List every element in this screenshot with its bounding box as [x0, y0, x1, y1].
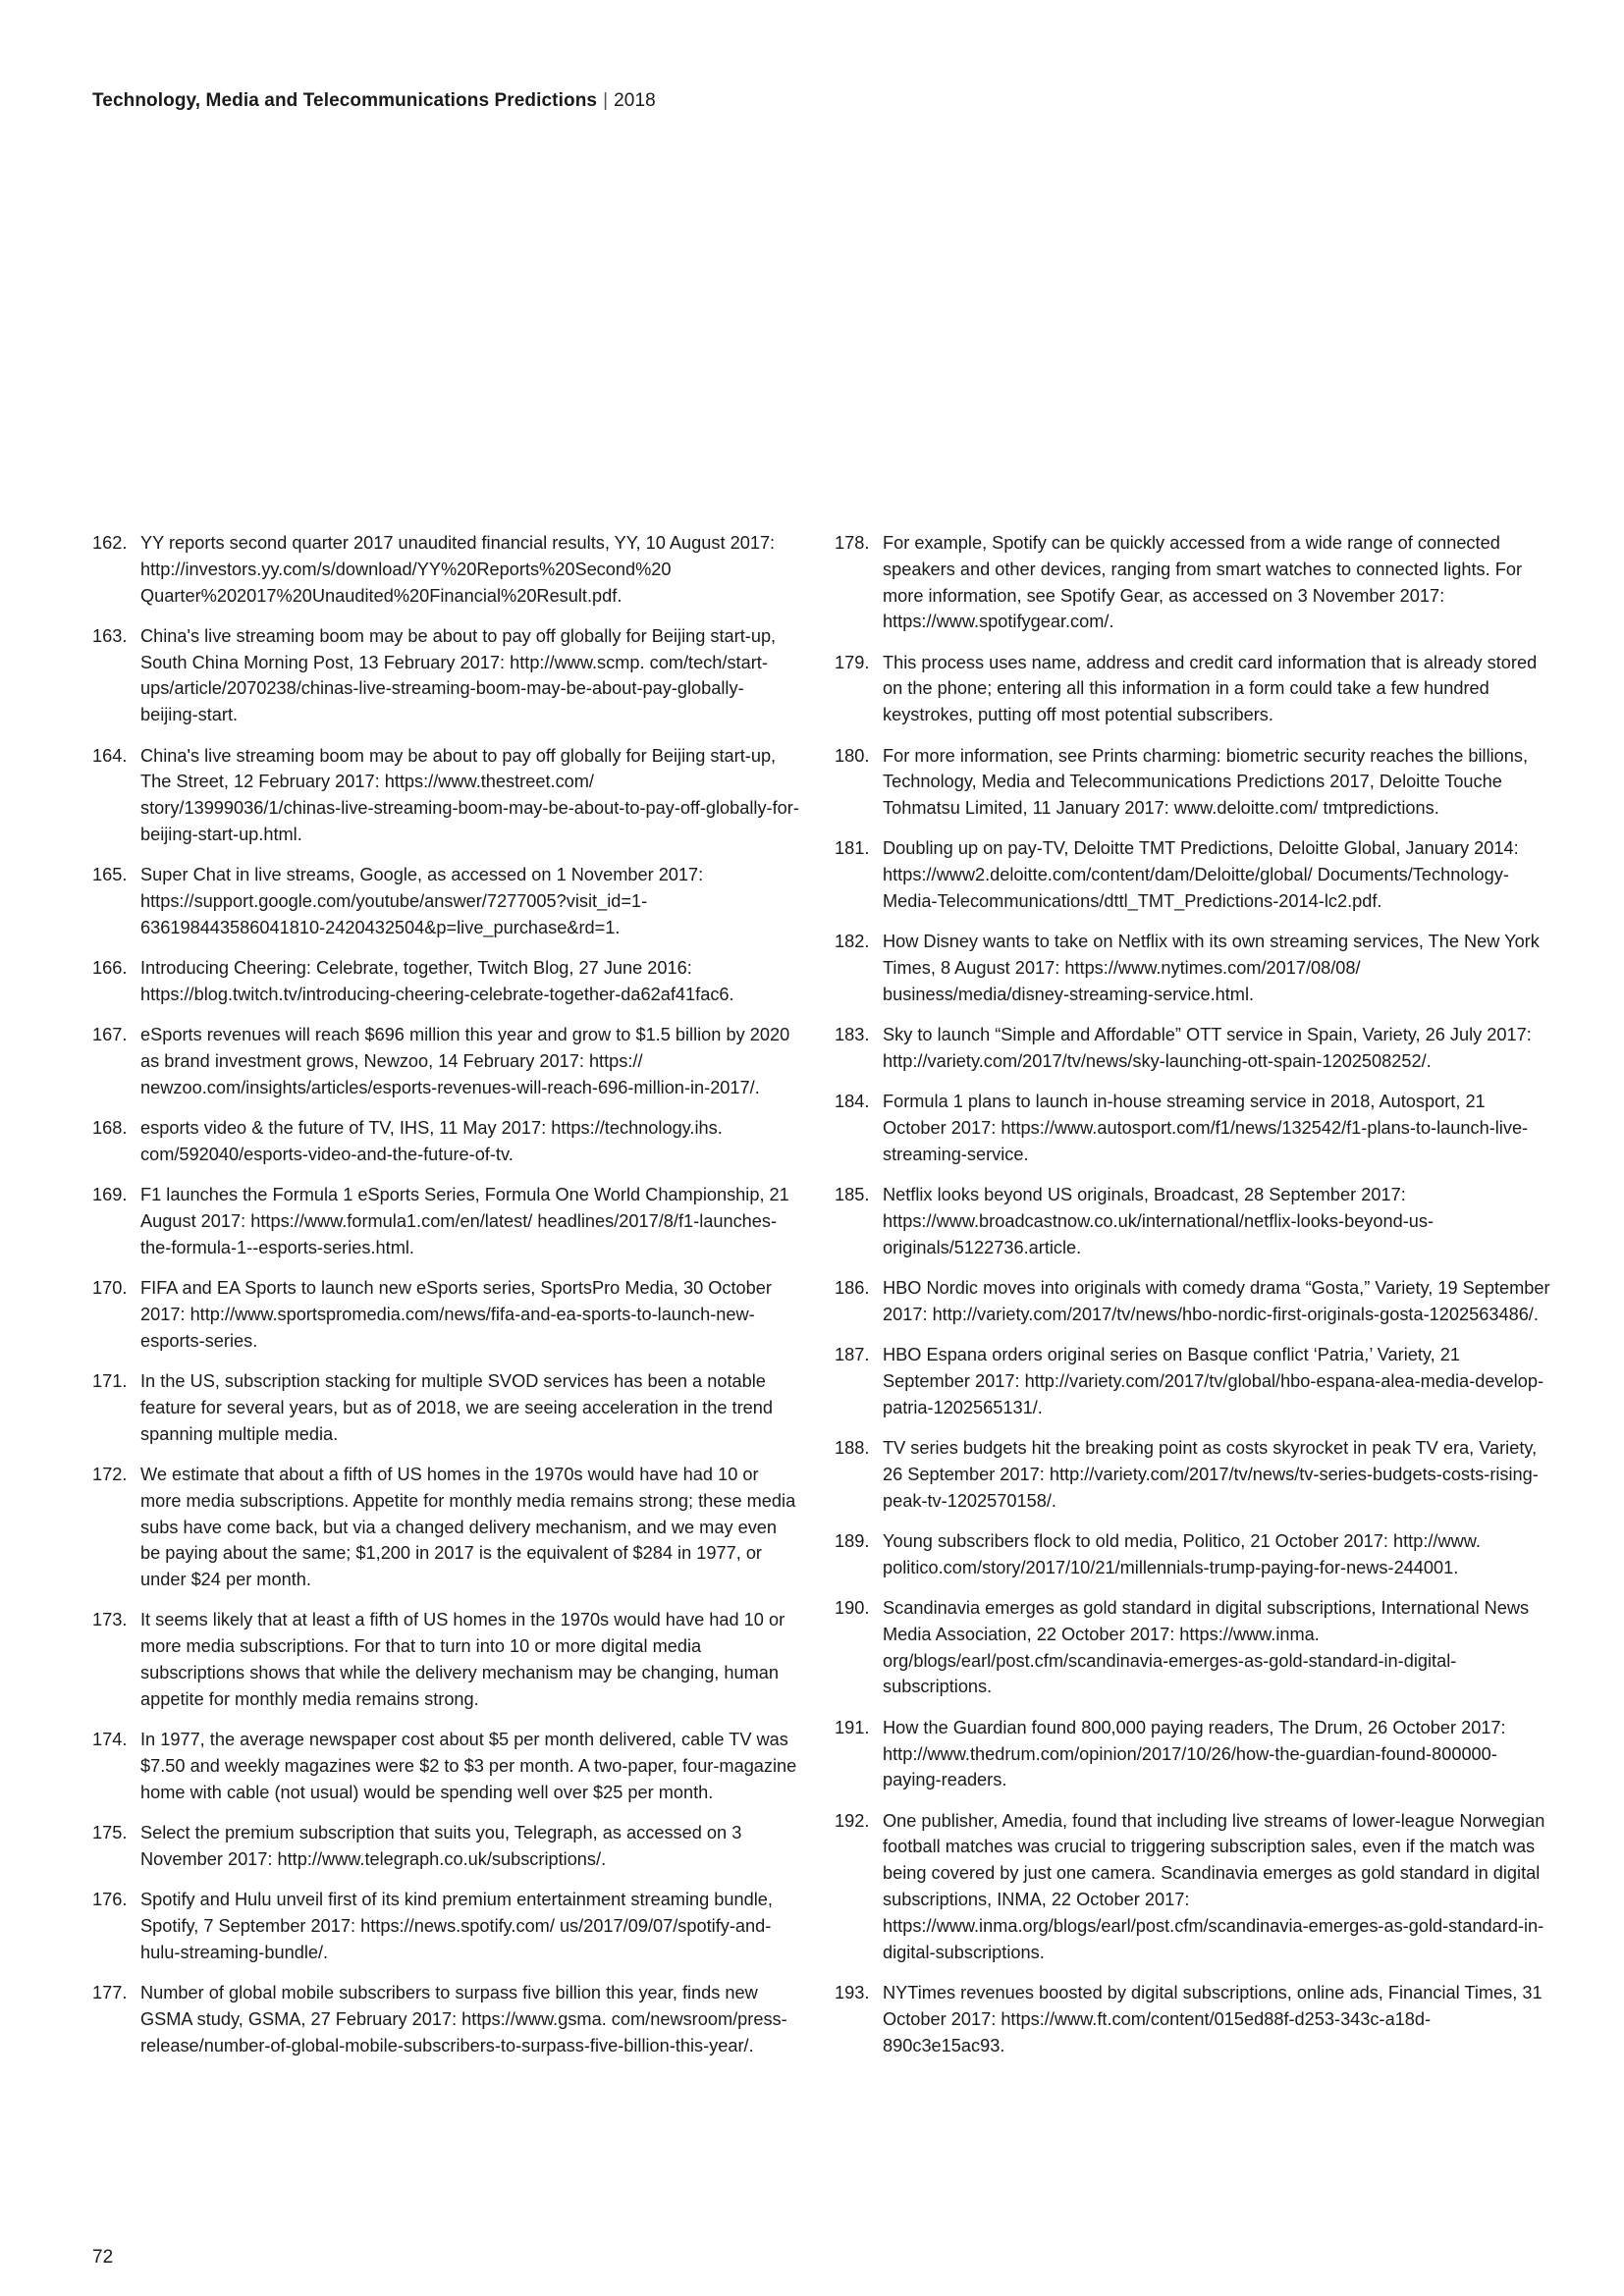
- endnote-number: 169.: [92, 1185, 128, 1205]
- endnote-text: YY reports second quarter 2017 unaudited financial results, YY, 10 August 2017: http://investors.yy.com/s/download/YY%20Reports%20Second%20 Quarter%202017%20Unaudited%20Financial%20Result.pdf.: [140, 533, 776, 606]
- endnote-number: 177.: [92, 1982, 128, 2002]
- endnote-text: Super Chat in live streams, Google, as accessed on 1 November 2017: https://support.google.com/youtube/answer/7277005?visit_id=1-636198443586041810-2420432504&p=live_purchase&rd=1.: [140, 865, 704, 937]
- endnote-text: NYTimes revenues boosted by digital subscriptions, online ads, Financial Times, 31 October 2017: https://www.ft.com/content/015ed88f-d253-343c-a18d-890c3e15ac93.: [883, 1982, 1543, 2056]
- endnote: [92, 623, 799, 728]
- running-header: [92, 90, 656, 112]
- endnote-number: 171.: [92, 1371, 128, 1392]
- endnote: [835, 929, 1551, 1007]
- endnote: [835, 1808, 1551, 1966]
- header-separator: |: [603, 90, 609, 111]
- endnote-number: 168.: [92, 1118, 128, 1139]
- endnote: [92, 862, 799, 940]
- page-number: 72: [92, 2247, 114, 2268]
- endnote: [835, 1182, 1551, 1260]
- endnote-text: Scandinavia emerges as gold standard in digital subscriptions, International News Media Association, 22 October 2017: https://www.inma. org/blogs/earl/post.cfm/scandinavia-emerges-as-gold-standard-in-digital-subscriptions.: [883, 1598, 1530, 1697]
- endnote: [835, 835, 1551, 914]
- endnote: [92, 1607, 799, 1712]
- endnote-number: 183.: [835, 1025, 870, 1045]
- endnote-text: In 1977, the average newspaper cost about $5 per month delivered, cable TV was $7.50 and weekly magazines were $2 to $3 per month. A two-paper, four-magazine home with cable (not usual) would be spending well over $25 per month.: [140, 1730, 797, 1802]
- report-title: Technology, Media and Telecommunications Predictions: [92, 90, 598, 111]
- endnote: [835, 1528, 1551, 1581]
- endnote-text: Young subscribers flock to old media, Politico, 21 October 2017: http://www. politico.com/story/2017/10/21/millennials-trump-paying-for-news-244001.: [883, 1531, 1481, 1577]
- endnote-text: Introducing Cheering: Celebrate, together, Twitch Blog, 27 June 2016: https://blog.twitch.tv/introducing-cheering-celebrate-together-da62af41fac6.: [140, 958, 734, 1004]
- endnote-number: 175.: [92, 1822, 128, 1842]
- endnote: [92, 1275, 799, 1354]
- endnote-text: HBO Nordic moves into originals with comedy drama “Gosta,” Variety, 19 September 2017: http://variety.com/2017/tv/news/hbo-nordic-first-originals-gosta-1202563486/.: [883, 1278, 1550, 1324]
- endnote: [92, 1182, 799, 1260]
- endnote: [835, 1595, 1551, 1700]
- endnote-number: 188.: [835, 1438, 870, 1459]
- endnote: [835, 1022, 1551, 1075]
- endnote-number: 172.: [92, 1464, 128, 1484]
- endnote-text: Number of global mobile subscribers to surpass five billion this year, finds new GSMA study, GSMA, 27 February 2017: https://www.gsma. com/newsroom/press-release/number-of-global-mobile-subscribers-to-surpass-five-billion-this-year/.: [140, 1982, 787, 2056]
- endnote-number: 186.: [835, 1278, 870, 1299]
- endnote-number: 174.: [92, 1730, 128, 1750]
- endnote-text: How the Guardian found 800,000 paying readers, The Drum, 26 October 2017: http://www.thedrum.com/opinion/2017/10/26/how-the-guardian-found-800000-paying-readers.: [883, 1717, 1506, 1790]
- endnote-text: Spotify and Hulu unveil first of its kind premium entertainment streaming bundle, Spotify, 7 September 2017: https://news.spotify.com/ us/2017/09/07/spotify-and-hulu-streaming-bundle/.: [140, 1890, 773, 1962]
- endnote-number: 191.: [835, 1717, 870, 1737]
- endnote-number: 170.: [92, 1278, 128, 1299]
- endnote-number: 182.: [835, 932, 870, 952]
- endnote: [835, 1980, 1551, 2058]
- endnote-text: This process uses name, address and credit card information that is already stored on the phone; entering all this information in a form could take a few hundred keystrokes, putting off most potential subscribers.: [883, 652, 1538, 725]
- endnote-text: TV series budgets hit the breaking point as costs skyrocket in peak TV era, Variety, 26 September 2017: http://variety.com/2017/tv/news/tv-series-budgets-costs-rising-peak-tv-1202570158/.: [883, 1438, 1539, 1511]
- endnote: [92, 1727, 799, 1805]
- endnote: [92, 1980, 799, 2058]
- endnote-number: 181.: [835, 838, 870, 859]
- endnote: [92, 1368, 799, 1447]
- endnote-text: esports video & the future of TV, IHS, 11 May 2017: https://technology.ihs. com/592040/esports-video-and-the-future-of-tv.: [140, 1118, 723, 1164]
- endnote-number: 163.: [92, 625, 128, 646]
- endnote-number: 193.: [835, 1982, 870, 2002]
- endnote-number: 189.: [835, 1531, 870, 1551]
- endnote-text: We estimate that about a fifth of US homes in the 1970s would have had 10 or more media subscriptions. Appetite for monthly media remains strong; these media subs have come back, but via a changed delivery mechanism, and we may even be paying about the same; $1,200 in 2017 is the equivalent of $284 in 1977, or under $24 per month.: [140, 1464, 796, 1590]
- endnote: [92, 743, 799, 848]
- endnote: [835, 650, 1551, 728]
- endnote-number: 180.: [835, 745, 870, 766]
- endnote-text: FIFA and EA Sports to launch new eSports series, SportsPro Media, 30 October 2017: http://www.sportspromedia.com/news/fifa-and-ea-sports-to-launch-new-esports-series.: [140, 1278, 772, 1351]
- endnote: [835, 1342, 1551, 1420]
- endnote-number: 165.: [92, 865, 128, 885]
- endnote-text: Sky to launch “Simple and Affordable” OTT service in Spain, Variety, 26 July 2017: http://variety.com/2017/tv/news/sky-launching-ott-spain-1202508252/.: [883, 1025, 1532, 1072]
- endnote: [92, 1462, 799, 1593]
- endnote: [92, 530, 799, 609]
- endnote: [92, 1022, 799, 1100]
- endnote-text: HBO Espana orders original series on Basque conflict ‘Patria,’ Variety, 21 September 2017: http://variety.com/2017/tv/global/hbo-espana-alea-media-develop-patria-1202565131/.: [883, 1345, 1543, 1417]
- endnotes-right-column: [835, 530, 1551, 2073]
- endnote-text: One publisher, Amedia, found that including live streams of lower-league Norwegian football matches was crucial to triggering subscription sales, even if the match was being covered by just one camera. Scandinavia emerges as gold standard in digital subscriptions, INMA, 22 October 2017: https://www.inma.org/blogs/earl/post.cfm/scandinavia-emerges-as-gold-standard-in-digital-subscriptions.: [883, 1810, 1545, 1962]
- endnote-text: How Disney wants to take on Netflix with its own streaming services, The New York Times, 8 August 2017: https://www.nytimes.com/2017/08/08/ business/media/disney-streaming-service.html.: [883, 932, 1540, 1004]
- endnote-text: Formula 1 plans to launch in-house streaming service in 2018, Autosport, 21 October 2017: https://www.autosport.com/f1/news/132542/f1-plans-to-launch-live-streaming-service.: [883, 1092, 1529, 1164]
- endnote: [835, 530, 1551, 635]
- endnote-text: China's live streaming boom may be about to pay off globally for Beijing start-up, South China Morning Post, 13 February 2017: http://www.scmp. com/tech/start-ups/article/2070238/chinas-live-streaming-boom-may-be-about-pay-globally-beijing-start.: [140, 625, 777, 725]
- endnotes-left-column: [92, 530, 799, 2073]
- endnote-text: Netflix looks beyond US originals, Broadcast, 28 September 2017: https://www.broadcastnow.co.uk/international/netflix-looks-beyond-us-originals/5122736.article.: [883, 1185, 1435, 1257]
- endnote-text: China's live streaming boom may be about to pay off globally for Beijing start-up, The Street, 12 February 2017: https://www.thestreet.com/ story/13999036/1/chinas-live-streaming-boom-may-be-about-to-pay-off-globally-for-beijing-start-up.html.: [140, 745, 799, 844]
- endnote-text: In the US, subscription stacking for multiple SVOD services has been a notable feature for several years, but as of 2018, we are seeing acceleration in the trend spanning multiple media.: [140, 1371, 774, 1444]
- endnote-number: 167.: [92, 1025, 128, 1045]
- endnote-number: 184.: [835, 1092, 870, 1112]
- endnote-text: Doubling up on pay-TV, Deloitte TMT Predictions, Deloitte Global, January 2014: https://www2.deloitte.com/content/dam/Deloitte/global/ Documents/Technology-Media-Telecommunications/dttl_TMT_Predictions-2014-lc2.pdf.: [883, 838, 1519, 912]
- endnote: [835, 743, 1551, 822]
- endnote-number: 185.: [835, 1185, 870, 1205]
- endnote-number: 179.: [835, 652, 870, 672]
- endnote-text: Select the premium subscription that suits you, Telegraph, as accessed on 3 November 2017: http://www.telegraph.co.uk/subscriptions/.: [140, 1822, 742, 1869]
- endnote: [92, 955, 799, 1008]
- endnote-number: 166.: [92, 958, 128, 979]
- endnote-text: For more information, see Prints charming: biometric security reaches the billions, Technology, Media and Telecommunications Predictions 2017, Deloitte Touche Tohmatsu Limited, 11 January 2017: www.deloitte.com/ tmtpredictions.: [883, 745, 1529, 819]
- endnote: [835, 1435, 1551, 1514]
- endnote: [92, 1820, 799, 1873]
- endnote-number: 164.: [92, 745, 128, 766]
- endnote-text: It seems likely that at least a fifth of US homes in the 1970s would have had 10 or more media subscriptions. For that to turn into 10 or more digital media subscriptions shows that while the delivery mechanism may be changing, human appetite for monthly media remains strong.: [140, 1610, 785, 1709]
- endnote: [92, 1887, 799, 1965]
- endnote-number: 178.: [835, 533, 870, 553]
- endnote-number: 162.: [92, 533, 128, 553]
- endnote-text: F1 launches the Formula 1 eSports Series, Formula One World Championship, 21 August 2017: https://www.formula1.com/en/latest/ headlines/2017/8/f1-launches-the-formula-1--esports-series.html.: [140, 1185, 789, 1257]
- endnote-number: 173.: [92, 1610, 128, 1630]
- endnote-number: 192.: [835, 1810, 870, 1831]
- report-year: 2018: [614, 90, 656, 111]
- endnote: [835, 1275, 1551, 1328]
- endnote-text: For example, Spotify can be quickly accessed from a wide range of connected speakers and other devices, ranging from smart watches to connected lights. For more information, see Spotify Gear, as accessed on 3 November 2017: https://www.spotifygear.com/.: [883, 533, 1523, 632]
- endnote: [92, 1115, 799, 1168]
- endnote-text: eSports revenues will reach $696 million this year and grow to $1.5 billion by 2020 as brand investment grows, Newzoo, 14 February 2017: https:// newzoo.com/insights/articles/esports-revenues-will-reach-696-million-in-2017/.: [140, 1025, 790, 1097]
- endnote-number: 190.: [835, 1598, 870, 1619]
- endnote-number: 187.: [835, 1345, 870, 1365]
- endnote: [835, 1715, 1551, 1793]
- endnote: [835, 1089, 1551, 1167]
- endnote-number: 176.: [92, 1890, 128, 1910]
